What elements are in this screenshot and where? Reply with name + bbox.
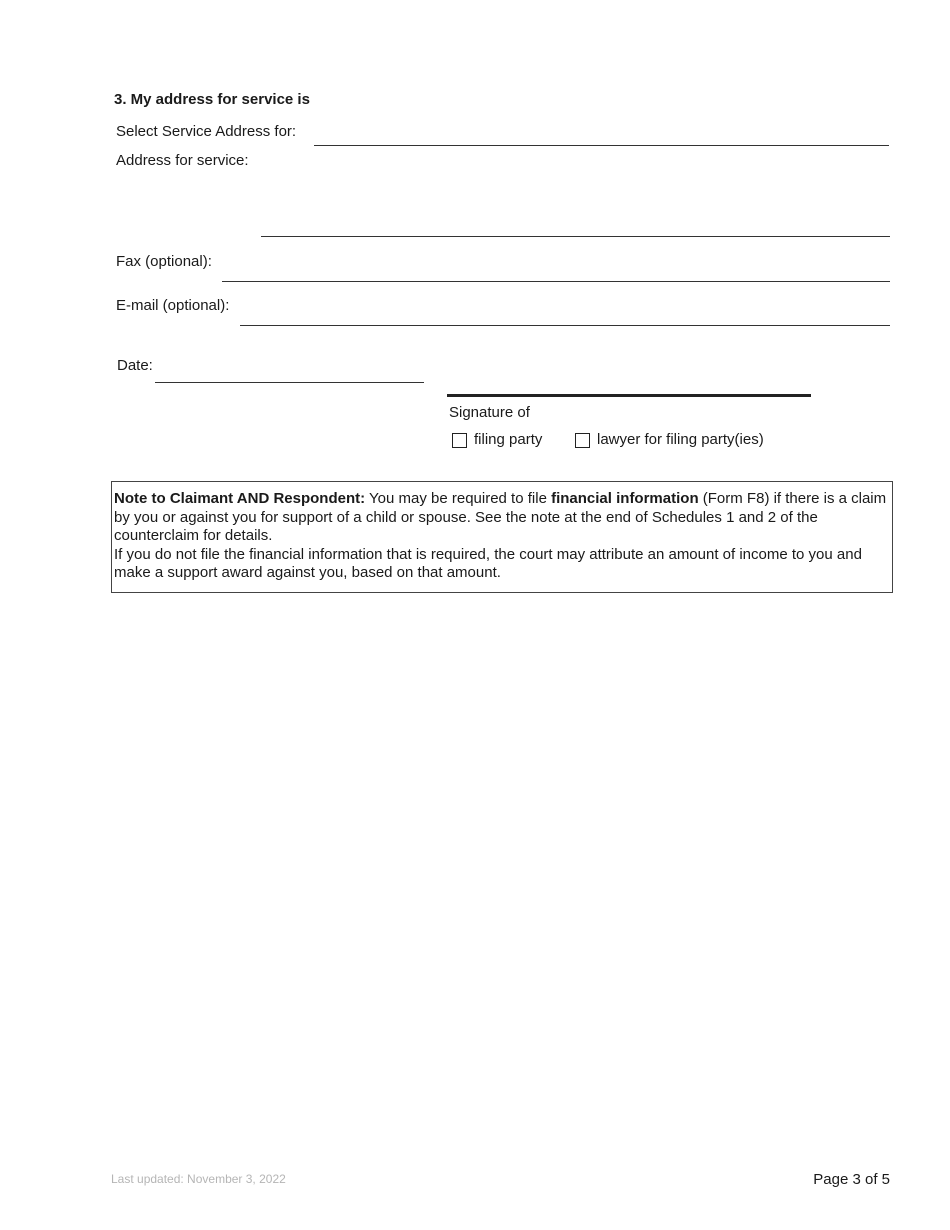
page-number: Page 3 of 5 xyxy=(813,1171,890,1188)
date-label: Date: xyxy=(117,357,153,374)
lawyer-checkbox[interactable] xyxy=(575,433,590,448)
filing-party-label: filing party xyxy=(474,431,543,448)
email-field[interactable] xyxy=(240,305,890,326)
date-field[interactable] xyxy=(155,362,424,383)
select-service-label: Select Service Address for: xyxy=(116,123,297,140)
note-lead: Note to Claimant AND Respondent: xyxy=(114,490,366,507)
note-paragraph-1 xyxy=(114,490,888,546)
lawyer-label: lawyer for filing party(ies) xyxy=(597,431,764,448)
address-label: Address for service: xyxy=(116,152,249,169)
email-label: E-mail (optional): xyxy=(116,297,230,314)
note-paragraph-2: If you do not file the financial information that is required, the court may attribute an amount of income to you and make a support award against you, based on that amount. xyxy=(114,545,862,581)
note-text-2: (Form F8) if there is a claim by you or against you for support of a child or spouse. See the note at the end of Schedules 1 and 2 of the counterclaim for details. xyxy=(114,490,887,544)
fax-field[interactable] xyxy=(222,261,890,282)
fax-label: Fax (optional): xyxy=(116,253,212,270)
address-field[interactable] xyxy=(261,170,890,237)
note-text-1: You may be required to file xyxy=(365,490,552,507)
note-financial-information: financial information xyxy=(551,490,699,507)
filing-party-checkbox[interactable] xyxy=(452,433,467,448)
signature-line[interactable] xyxy=(447,394,811,397)
signature-label: Signature of xyxy=(449,404,530,421)
section-heading: 3. My address for service is xyxy=(114,91,310,108)
note-box xyxy=(111,481,893,593)
select-service-field[interactable] xyxy=(314,125,889,146)
last-updated: Last updated: November 3, 2022 xyxy=(111,1172,286,1186)
